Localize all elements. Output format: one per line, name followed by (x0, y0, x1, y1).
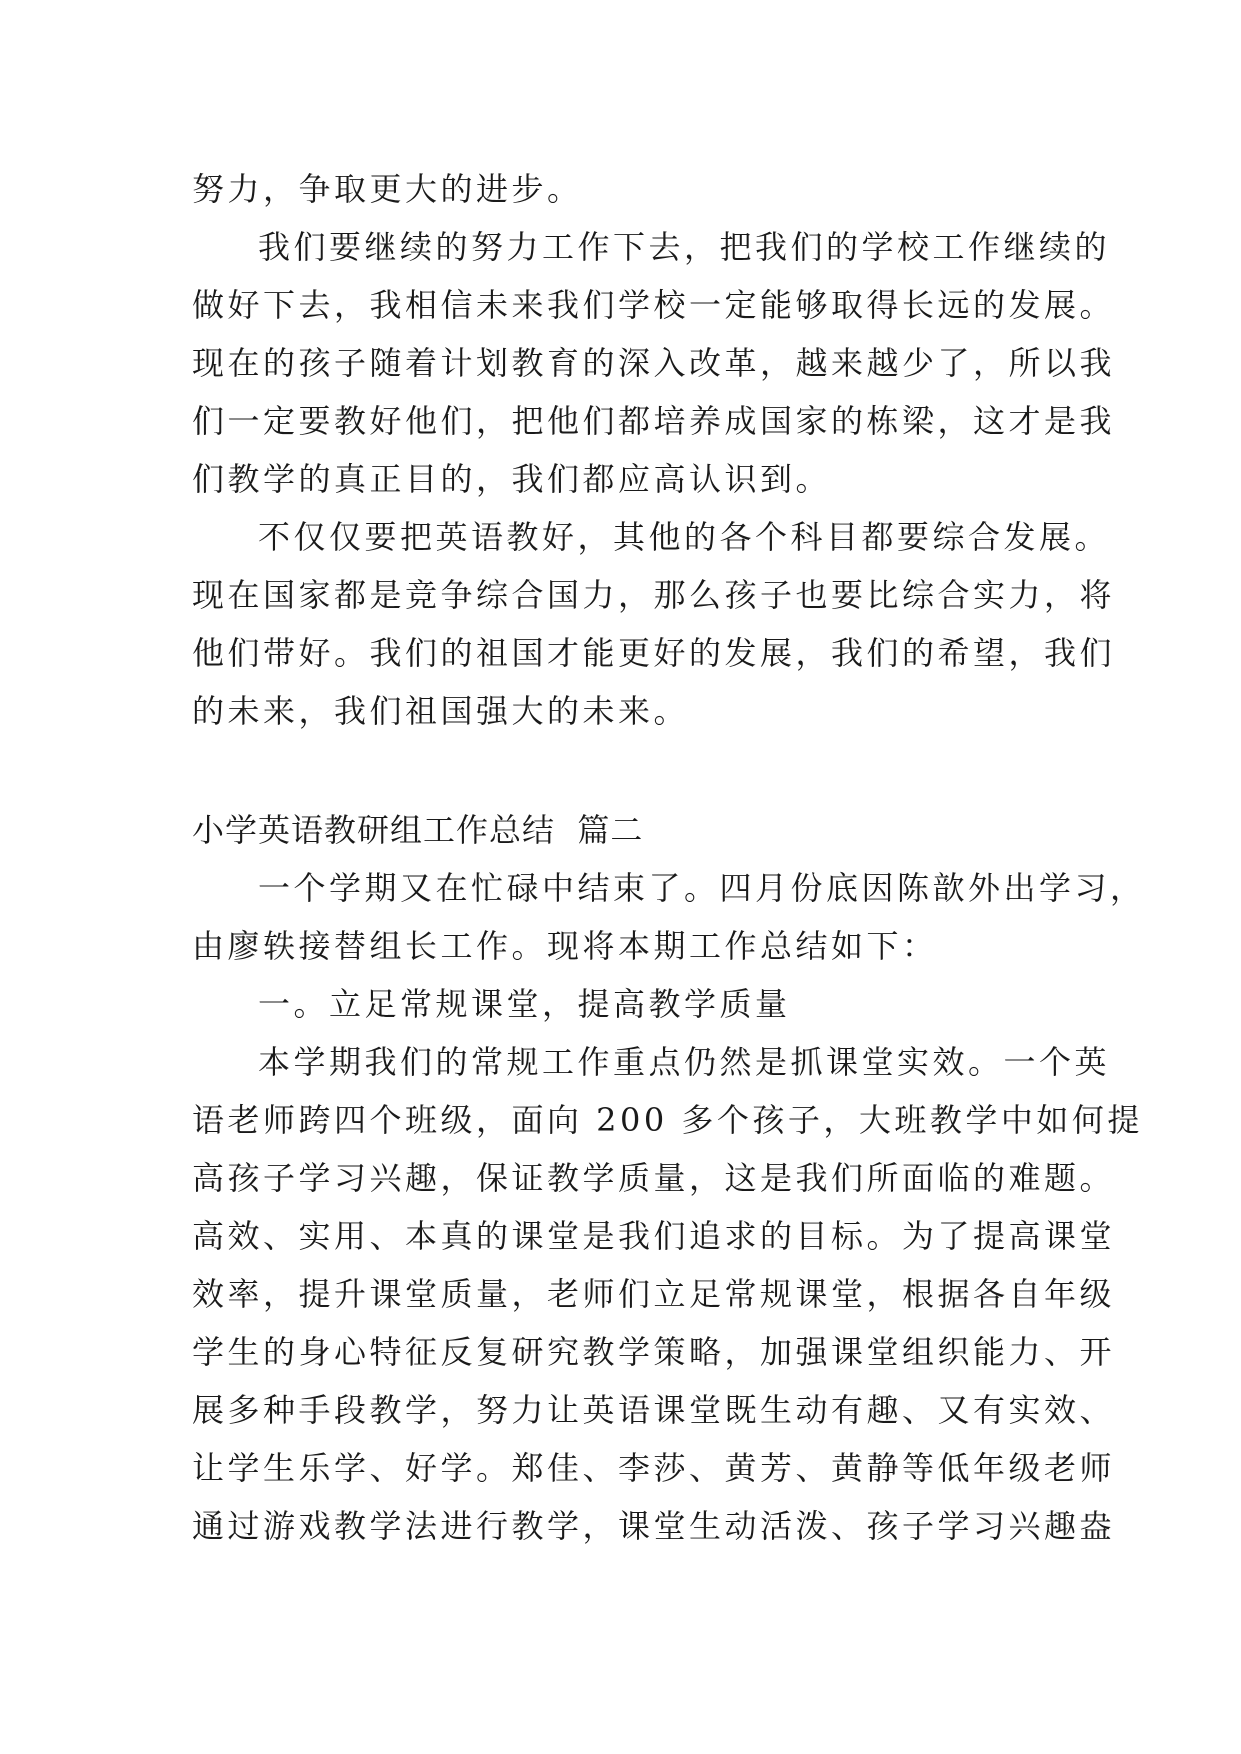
text-line: 现在国家都是竞争综合国力，那么孩子也要比综合实力，将 (192, 576, 1116, 614)
text-line: 效率，提升课堂质量，老师们立足常规课堂，根据各自年级 (192, 1275, 1116, 1313)
section-title: 小学英语教研组工作总结 篇二 (192, 811, 644, 849)
section-spacer (192, 740, 1072, 801)
text-line: 们教学的真正目的，我们都应高认识到。 (192, 460, 832, 498)
paragraph-start-line: 一个学期又在忙碌中结束了。四月份底因陈歆外出学习， (258, 869, 1146, 907)
text-line: 展多种手段教学，努力让英语课堂既生动有趣、又有实效、 (192, 1391, 1116, 1429)
text-line: 语老师跨四个班级，面向 200 多个孩子，大班教学中如何提 (192, 1101, 1143, 1139)
text-line: 他们带好。我们的祖国才能更好的发展，我们的希望，我们 (192, 634, 1116, 672)
text-line: 做好下去，我相信未来我们学校一定能够取得长远的发展。 (192, 286, 1116, 324)
text-line: 的未来，我们祖国强大的未来。 (192, 692, 690, 730)
text-line: 们一定要教好他们，把他们都培养成国家的栋梁，这才是我 (192, 402, 1116, 440)
text-line: 让学生乐学、好学。郑佳、李莎、黄芳、黄静等低年级老师 (192, 1449, 1116, 1487)
text-line: 由廖轶接替组长工作。现将本期工作总结如下： (192, 927, 938, 965)
text-line: 现在的孩子随着计划教育的深入改革，越来越少了，所以我 (192, 344, 1116, 382)
paragraph-start-line: 不仅仅要把英语教好，其他的各个科目都要综合发展。 (258, 518, 1111, 556)
document-body (192, 160, 1146, 1555)
text-line: 努力，争取更大的进步。 (192, 170, 583, 208)
paragraph-start-line: 我们要继续的努力工作下去，把我们的学校工作继续的 (258, 228, 1111, 266)
text-line: 高效、实用、本真的课堂是我们追求的目标。为了提高课堂 (192, 1217, 1116, 1255)
paragraph-start-line: 本学期我们的常规工作重点仍然是抓课堂实效。一个英 (258, 1043, 1111, 1081)
text-line: 学生的身心特征反复研究教学策略，加强课堂组织能力、开 (192, 1333, 1116, 1371)
text-line: 高孩子学习兴趣，保证教学质量，这是我们所面临的难题。 (192, 1159, 1116, 1197)
subheading-line: 一。立足常规课堂，提高教学质量 (258, 985, 791, 1023)
text-line: 通过游戏教学法进行教学，课堂生动活泼、孩子学习兴趣盎 (192, 1507, 1116, 1545)
